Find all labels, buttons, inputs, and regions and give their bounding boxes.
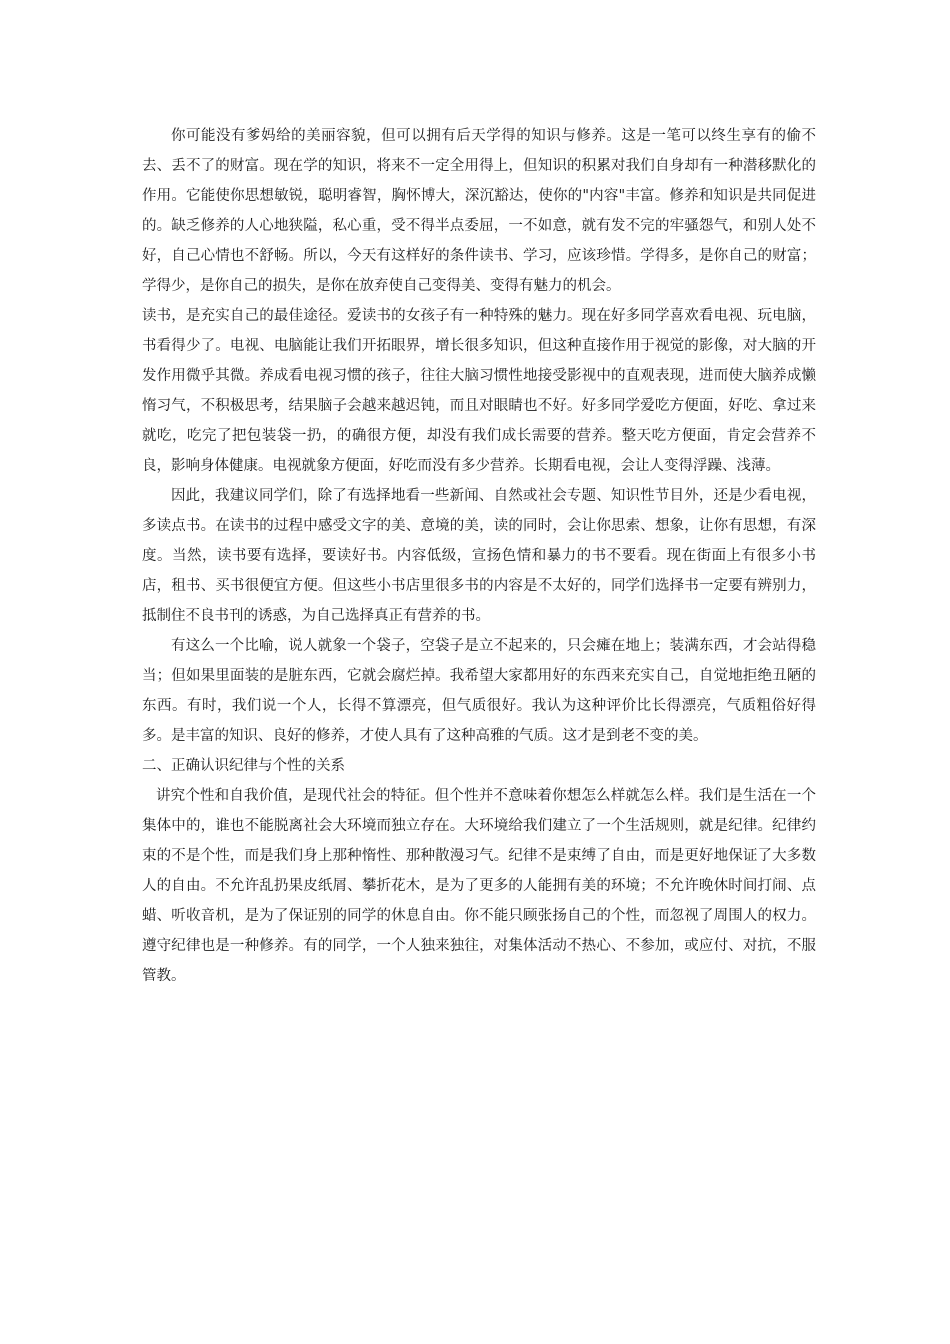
- document-body: [142, 121, 816, 991]
- paragraph-knowledge-cultivation: 你可能没有爹妈给的美丽容貌，但可以拥有后天学得的知识与修养。这是一笔可以终生享有的偷不去、丢不了的财富。现在学的知识，将来不一定全用得上，但知识的积累对我们自身却有一种潜移默化的作用。它能使你思想敏锐，聪明睿智，胸怀博大，深沉豁达，使你的"内容"丰富。修养和知识是共同促进的。缺乏修养的人心地狭隘，私心重，受不得半点委屈，一不如意，就有发不完的牢骚怨气，和别人处不好，自己心情也不舒畅。所以，今天有这样好的条件读书、学习，应该珍惜。学得多，是你自己的财富；学得少，是你自己的损失，是你在放弃使自己变得美、变得有魅力的机会。: [142, 128, 816, 294]
- paragraph-reading: 读书，是充实自己的最佳途径。爱读书的女孩子有一种特殊的魅力。现在好多同学喜欢看电视、玩电脑，书看得少了。电视、电脑能让我们开拓眼界，增长很多知识，但这种直接作用于视觉的影像，对大脑的开发作用微乎其微。养成看电视习惯的孩子，往往大脑习惯性地接受影视中的直观表现，进而使大脑养成懒惰习气，不积极思考，结果脑子会越来越迟钝，而且对眼睛也不好。好多同学爱吃方便面，好吃、拿过来就吃，吃完了把包装袋一扔，的确很方便，却没有我们成长需要的营养。整天吃方便面，肯定会营养不良，影响身体健康。电视就象方便面，好吃而没有多少营养。长期看电视，会让人变得浮躁、浅薄。: [142, 308, 816, 474]
- paragraph-discipline: 讲究个性和自我价值，是现代社会的特征。但个性并不意味着你想怎么样就怎么样。我们是生活在一个集体中的，谁也不能脱离社会大环境而独立存在。大环境给我们建立了一个生活规则，就是纪律。纪律约束的不是个性，而是我们身上那种惰性、那种散漫习气。纪律不是束缚了自由，而是更好地保证了大多数人的自由。不允许乱扔果皮纸屑、攀折花木，是为了更多的人能拥有美的环境；不允许晚休时间打闹、点蜡、听收音机，是为了保证别的同学的休息自由。你不能只顾张扬自己的个性，而忽视了周围人的权力。遵守纪律也是一种修养。有的同学，一个人独来独往，对集体活动不热心、不参加，或应付、对抗，不服管教。: [142, 788, 816, 984]
- section-heading: 二、正确认识纪律与个性的关系: [142, 758, 345, 774]
- paragraph-bag-metaphor: 有这么一个比喻，说人就象一个袋子，空袋子是立不起来的，只会瘫在地上；装满东西，才会站得稳当；但如果里面装的是脏东西，它就会腐烂掉。我希望大家都用好的东西来充实自己，自觉地拒绝丑陋的东西。有时，我们说一个人，长得不算漂亮，但气质很好。我认为这种评价比长得漂亮，气质粗俗好得多。是丰富的知识、良好的修养，才使人具有了这种高雅的气质。这才是到老不变的美。: [142, 638, 816, 744]
- paragraph-recommendation: 因此，我建议同学们，除了有选择地看一些新闻、自然或社会专题、知识性节目外，还是少看电视，多读点书。在读书的过程中感受文字的美、意境的美，读的同时，会让你思索、想象，让你有思想，有深度。当然，读书要有选择，要读好书。内容低级，宣扬色情和暴力的书不要看。现在街面上有很多小书店，租书、买书很便宜方便。但这些小书店里很多书的内容是不太好的，同学们选择书一定要有辨别力，抵制住不良书刊的诱惑，为自己选择真正有营养的书。: [142, 488, 816, 624]
